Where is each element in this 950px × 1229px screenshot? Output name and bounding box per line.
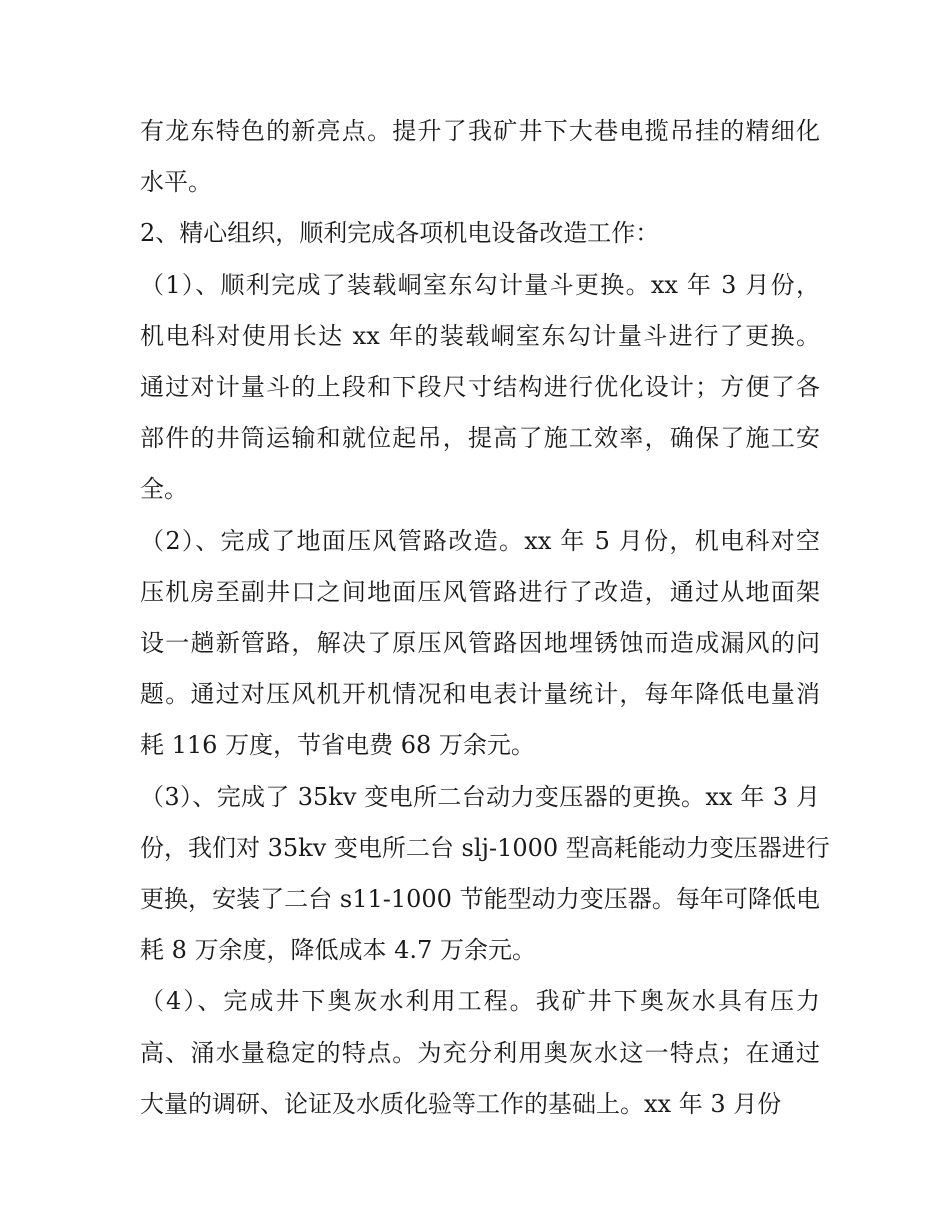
text-line: 更换，安装了二台 s11-1000 节能型动力变压器。每年可降低电 [140, 885, 820, 914]
text-line: 耗 116 万度，节省电费 68 万余元。 [140, 731, 535, 760]
text-line: （4）、完成井下奥灰水利用工程。我矿井下奥灰水具有压力 [140, 987, 820, 1016]
text-line: 水平。 [140, 168, 212, 197]
paragraph-item-1 [140, 260, 820, 516]
text-line: 全。 [140, 475, 188, 504]
text-line: 份，我们对 35kv 变电所二台 slj-1000 型高耗能动力变压器进行 [140, 833, 830, 862]
text-line: （2）、完成了地面压风管路改造。xx 年 5 月份，机电科对空 [140, 526, 820, 555]
text-line: 高、涌水量稳定的特点。为充分利用奥灰水这一特点；在通过 [140, 1038, 820, 1067]
text-line: 机电科对使用长达 xx 年的装载峒室东勾计量斗进行了更换。 [140, 321, 820, 350]
paragraph-item-3 [140, 772, 830, 977]
section-heading: 2、精心组织，顺利完成各项机电设备改造工作： [140, 219, 660, 248]
text-line: （1）、顺利完成了装载峒室东勾计量斗更换。xx 年 3 月份， [140, 270, 820, 299]
text-line: 有龙东特色的新亮点。提升了我矿井下大巷电揽吊挂的精细化 [140, 117, 820, 145]
text-line: 压机房至副井口之间地面压风管路进行了改造，通过从地面架 [140, 577, 820, 606]
paragraph-section-heading [140, 208, 820, 259]
text-line: 题。通过对压风机开机情况和电表计量统计，每年降低电量消 [140, 680, 820, 709]
text-line: 部件的井筒运输和就位起吊，提高了施工效率，确保了施工安 [140, 424, 820, 453]
text-line: （3）、完成了 35kv 变电所二台动力变压器的更换。xx 年 3 月 [140, 782, 820, 811]
text-line: 大量的调研、论证及水质化验等工作的基础上。xx 年 3 月份 [140, 1089, 782, 1118]
paragraph-item-4 [140, 976, 820, 1130]
text-line: 通过对计量斗的上段和下段尺寸结构进行优化设计；方便了各 [140, 373, 820, 402]
paragraph-item-2 [140, 516, 820, 772]
text-line: 设一趟新管路，解决了原压风管路因地埋锈蚀而造成漏风的问 [140, 629, 820, 658]
document-body [140, 106, 830, 1130]
text-line: 耗 8 万余度，降低成本 4.7 万余元。 [140, 936, 536, 965]
paragraph-cable-hanging [140, 106, 820, 208]
